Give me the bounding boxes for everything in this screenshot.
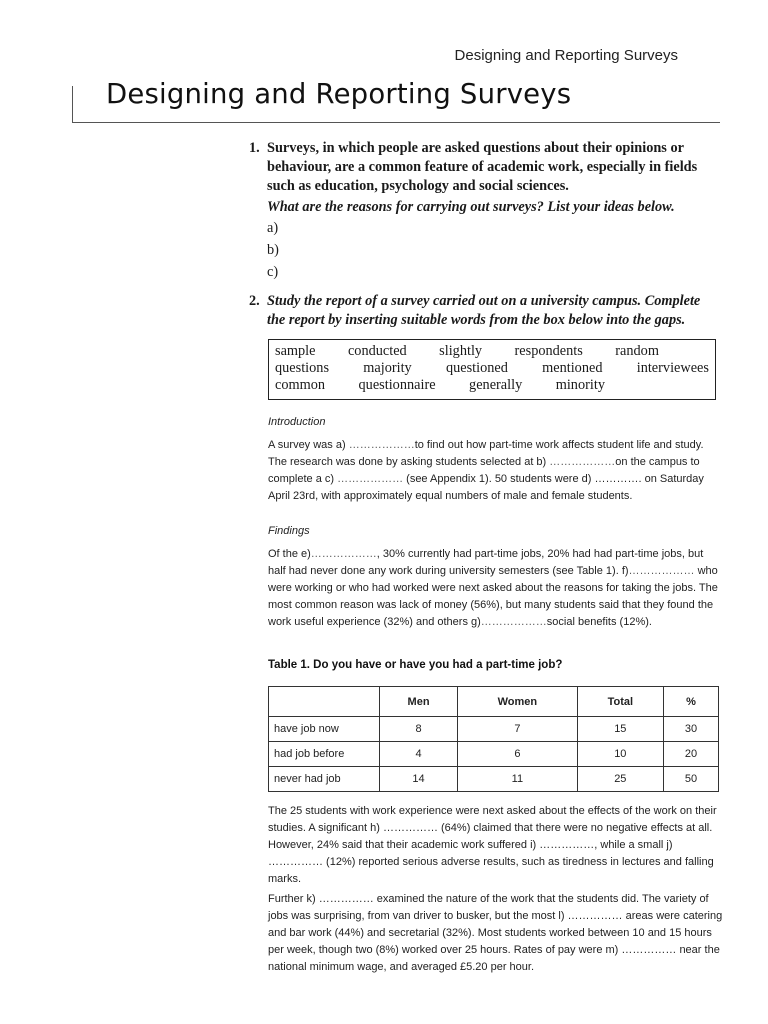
table-row (269, 767, 719, 792)
word-row-1 (275, 343, 709, 360)
table-header-cell (269, 687, 380, 717)
title-rule-horizontal (72, 122, 720, 123)
word-row-3 (275, 377, 605, 394)
table-cell: 30 (663, 717, 718, 742)
table-header-cell: Men (380, 687, 458, 717)
table-row (269, 742, 719, 767)
word: minority (555, 377, 605, 393)
exercise-2-instruction: Study the report of a survey carried out on a university campus. Complete the report by inserting suitable words from the box below into the gaps. (267, 293, 701, 328)
introduction-heading: Introduction (268, 416, 326, 428)
exercise-1 (249, 139, 719, 283)
table-cell: never had job (269, 767, 380, 792)
table-cell: 7 (458, 717, 578, 742)
table-cell: 50 (663, 767, 718, 792)
word: sample (275, 343, 316, 359)
table-cell: 6 (458, 742, 578, 767)
table-cell: 25 (577, 767, 663, 792)
table-cell: 8 (380, 717, 458, 742)
answer-a: a) (267, 220, 279, 236)
table-cell: 11 (458, 767, 578, 792)
word: generally (469, 377, 523, 393)
word: common (275, 377, 326, 393)
exercise-1-body (267, 139, 719, 283)
table-cell: 14 (380, 767, 458, 792)
table-cell: 4 (380, 742, 458, 767)
word: questions (275, 360, 330, 376)
exercise-1-number: 1. (249, 140, 260, 156)
table-title: Table 1. Do you have or have you had a part-time job? (268, 659, 563, 671)
table-header-cell: Women (458, 687, 578, 717)
introduction-text: A survey was a) ………………to find out how part-time work affects student life and study. The research was done by asking students selected at b) ………………on the campus to complete a c) ……………… (see Appendix 1). 50 students were d) …………. on Saturday April 23rd, with approximately equal numbers of male and female students. (268, 439, 704, 502)
table-cell: 20 (663, 742, 718, 767)
effects-paragraph: The 25 students with work experience were next asked about the effects of the work on their studies. A significant h) …………… (64%) claimed that there were no negative effects at all. However, 24% said that their academic work suffered i) ……………, while a small j) …………… (12%) reported serious adverse results, such as tiredness in lectures and falling marks. (268, 805, 717, 885)
word-box (268, 339, 716, 400)
table-row (269, 717, 719, 742)
word: slightly (439, 343, 483, 359)
title-rule-vertical (72, 86, 73, 122)
exercise-1-question: What are the reasons for carrying out surveys? List your ideas below. (267, 199, 675, 215)
findings-heading: Findings (268, 525, 310, 537)
word: questionnaire (358, 377, 436, 393)
table-header-cell: Total (577, 687, 663, 717)
running-head: Designing and Reporting Surveys (454, 47, 678, 64)
exercise-1-text: Surveys, in which people are asked questions about their opinions or behaviour, are a common feature of academic work, especially in fields such as education, psychology and social sciences. (267, 140, 698, 194)
word: majority (363, 360, 412, 376)
work-nature-paragraph: Further k) …………… examined the nature of the work that the students did. The variety of jobs was surprising, from van driver to busker, but the most l) …………… areas were catering and bar work (44%) and secretarial (32%). Most students worked between 10 and 15 hours per week, though two (8%) worked over 25 hours. Rates of pay were m) …………… near the national minimum wage, and averaged £5.20 per hour. (268, 893, 723, 973)
word: respondents (514, 343, 583, 359)
word: interviewees (636, 360, 709, 376)
word: conducted (347, 343, 407, 359)
report-findings (268, 523, 723, 631)
page-title: Designing and Reporting Surveys (106, 78, 572, 110)
answer-b: b) (267, 242, 279, 258)
word: questioned (445, 360, 508, 376)
word-row-2 (275, 360, 709, 377)
exercise-2 (249, 292, 719, 330)
table-cell: had job before (269, 742, 380, 767)
word: random (615, 343, 659, 359)
report-introduction (268, 414, 723, 505)
answer-c: c) (267, 264, 279, 280)
exercise-2-number: 2. (249, 293, 260, 309)
table-header-cell: % (663, 687, 718, 717)
table-cell: 10 (577, 742, 663, 767)
table-header-row (269, 687, 719, 717)
table-cell: have job now (269, 717, 380, 742)
table-cell: 15 (577, 717, 663, 742)
survey-table (268, 686, 719, 792)
findings-text: Of the e)………………, 30% currently had part-time jobs, 20% had had part-time jobs, but half had never done any work during university semesters (see Table 1). f)……………… who were working or who had worked were next asked about the reasons for taking the jobs. The most common reason was lack of money (56%), but many students said that they found the work useful experience (32%) and others g)………………social benefits (12%). (268, 548, 718, 628)
word: mentioned (542, 360, 603, 376)
report-effects (268, 803, 723, 976)
